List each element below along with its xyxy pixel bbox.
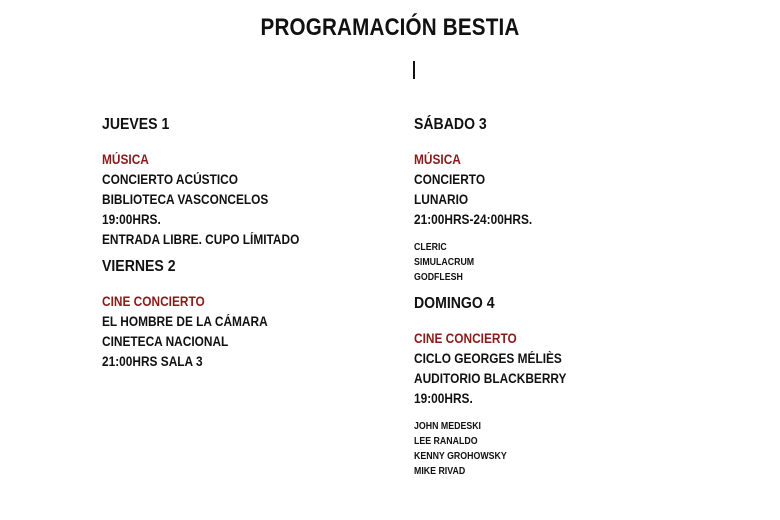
day-block-domingo xyxy=(414,295,754,481)
day-title: DOMINGO 4 xyxy=(414,295,495,312)
event-time: 19:00HRS. xyxy=(414,391,473,406)
lineup-item: LEE RANALDO xyxy=(414,436,478,447)
day-block-jueves xyxy=(102,116,402,252)
event-category: MÚSICA xyxy=(414,152,461,167)
text-cursor xyxy=(413,61,415,79)
lineup-item: MIKE RIVAD xyxy=(414,466,466,477)
lineup-list xyxy=(414,242,754,287)
lineup-list xyxy=(414,421,754,481)
event-category: CINE CONCIERTO xyxy=(102,294,205,309)
event-detail: CONCIERTO ACÚSTICO xyxy=(102,172,238,187)
lineup-item: CLERIC xyxy=(414,242,447,253)
event-venue: CINETECA NACIONAL xyxy=(102,334,229,349)
day-title: JUEVES 1 xyxy=(102,116,170,133)
event-category: MÚSICA xyxy=(102,152,149,167)
day-title: SÁBADO 3 xyxy=(414,116,487,133)
event-venue: LUNARIO xyxy=(414,192,469,207)
lineup-item: JOHN MEDESKI xyxy=(414,421,481,432)
event-venue: AUDITORIO BLACKBERRY xyxy=(414,371,567,386)
page-title: PROGRAMACIÓN BESTIA xyxy=(260,14,520,41)
day-title: VIERNES 2 xyxy=(102,258,176,275)
event-venue: BIBLIOTECA VASCONCELOS xyxy=(102,192,269,207)
event-note: ENTRADA LIBRE. CUPO LÍMITADO xyxy=(102,232,300,247)
day-block-viernes xyxy=(102,258,402,374)
event-detail: EL HOMBRE DE LA CÁMARA xyxy=(102,314,268,329)
event-time: 21:00HRS SALA 3 xyxy=(102,354,203,369)
lineup-item: KENNY GROHOWSKY xyxy=(414,451,507,462)
day-block-sabado xyxy=(414,116,754,287)
event-category: CINE CONCIERTO xyxy=(414,331,517,346)
event-detail: CICLO GEORGES MÉLIÈS xyxy=(414,351,562,366)
right-column xyxy=(414,116,754,481)
lineup-item: GODFLESH xyxy=(414,272,463,283)
event-detail: CONCIERTO xyxy=(414,172,486,187)
left-column xyxy=(102,116,402,374)
event-time: 21:00HRS-24:00HRS. xyxy=(414,212,533,227)
lineup-item: SIMULACRUM xyxy=(414,257,475,268)
event-time: 19:00HRS. xyxy=(102,212,161,227)
